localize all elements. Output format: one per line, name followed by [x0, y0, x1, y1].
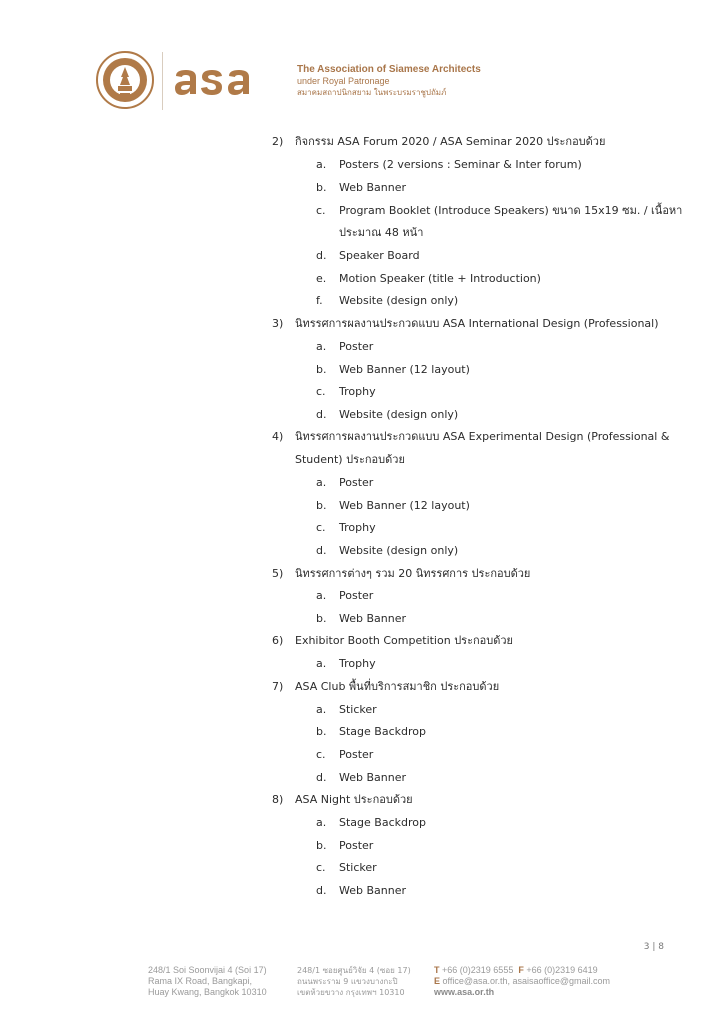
subitem-letter: b. [316, 612, 327, 625]
item-number: 2) [272, 135, 284, 148]
subitem-letter: a. [316, 589, 327, 602]
item-text: นิทรรศการผลงานประกวดแบบ ASA Experimental Design (Professional & [295, 430, 670, 443]
item-number: 7) [272, 680, 284, 693]
subitem-text: Website (design only) [339, 408, 459, 421]
subitem-text: Poster [339, 476, 374, 489]
address-line: 248/1 Soi Soonvijai 4 (Soi 17) [148, 965, 267, 975]
email-address[interactable]: office@asa.or.th, asaisaoffice@gmail.com [442, 976, 611, 986]
address-line: 248/1 ซอยศูนย์วิจัย 4 (ซอย 17) [297, 966, 411, 975]
subitem-text: Web Banner (12 layout) [339, 363, 470, 376]
subitem-text: Web Banner (12 layout) [339, 499, 470, 512]
subitem-text: Stage Backdrop [339, 816, 426, 829]
subitem-letter: a. [316, 657, 327, 670]
letterhead [96, 50, 696, 116]
subitem-text: Sticker [339, 703, 377, 716]
subitem-text: Posters (2 versions : Seminar & Inter forum) [339, 158, 582, 171]
item-text: กิจกรรม ASA Forum 2020 / ASA Seminar 2020 ประกอบด้วย [295, 135, 606, 148]
footer-address-thai [297, 965, 411, 998]
asa-seal-logo [96, 50, 154, 110]
fax-label: F [518, 965, 524, 975]
item-text: ASA Club พื้นที่บริการสมาชิก ประกอบด้วย [295, 680, 500, 693]
subitem-text: Stage Backdrop [339, 725, 426, 738]
item-number: 4) [272, 430, 284, 443]
item-text: ASA Night ประกอบด้วย [295, 793, 413, 806]
org-name-english: The Association of Siamese Architects [297, 64, 481, 75]
subitem-letter: d. [316, 771, 327, 784]
address-line: Huay Kwang, Bangkok 10310 [148, 987, 267, 997]
subitem-text: Poster [339, 748, 374, 761]
item-number: 3) [272, 317, 284, 330]
organization-name-block [297, 64, 597, 98]
subitem-letter: c. [316, 204, 326, 217]
subitem-letter: a. [316, 158, 327, 171]
subitem-letter: a. [316, 476, 327, 489]
item-continuation: Student) ประกอบด้วย [295, 453, 405, 466]
org-subtitle-english: under Royal Patronage [297, 76, 390, 86]
tel-number[interactable]: +66 (0)2319 6555 [442, 965, 514, 975]
subitem-text: Poster [339, 839, 374, 852]
item-text: นิทรรศการผลงานประกวดแบบ ASA International Design (Professional) [295, 317, 659, 330]
phone-fax-line [434, 965, 610, 976]
item-text: Exhibitor Booth Competition ประกอบด้วย [295, 634, 514, 647]
subitem-letter: c. [316, 861, 326, 874]
address-line: เขตห้วยขวาง กรุงเทพฯ 10310 [297, 988, 405, 997]
item-number: 5) [272, 567, 284, 580]
org-name-thai: สมาคมสถาปนิกสยาม ในพระบรมราชูปถัมภ์ [297, 88, 447, 97]
subitem-text: Website (design only) [339, 294, 459, 307]
subitem-letter: a. [316, 816, 327, 829]
address-line: ถนนพระราม 9 แขวงบางกะปิ [297, 977, 398, 986]
item-number: 8) [272, 793, 284, 806]
subitem-text: Trophy [339, 521, 376, 534]
header-divider [162, 52, 163, 110]
subitem-letter: a. [316, 340, 327, 353]
email-label: E [434, 976, 441, 986]
footer-address-english [148, 965, 267, 998]
subitem-letter: d. [316, 408, 327, 421]
subitem-text: Poster [339, 589, 374, 602]
subitem-text: Web Banner [339, 612, 406, 625]
item-number: 6) [272, 634, 284, 647]
website-link[interactable]: www.asa.or.th [434, 987, 495, 997]
subitem-letter: a. [316, 703, 327, 716]
subitem-continuation: ประมาณ 48 หน้า [339, 226, 424, 239]
subitem-letter: c. [316, 385, 326, 398]
subitem-letter: b. [316, 839, 327, 852]
subitem-letter: d. [316, 884, 327, 897]
subitem-letter: b. [316, 363, 327, 376]
subitem-text: Website (design only) [339, 544, 459, 557]
subitem-letter: f. [316, 294, 323, 307]
subitem-letter: c. [316, 521, 326, 534]
subitem-text: Web Banner [339, 771, 406, 784]
tel-label: T [434, 965, 440, 975]
subitem-text: Trophy [339, 657, 376, 670]
page-number: 3 | 8 [643, 942, 664, 952]
asa-wordmark-logo [174, 64, 264, 98]
subitem-text: Web Banner [339, 181, 406, 194]
subitem-letter: e. [316, 272, 327, 285]
fax-number: +66 (0)2319 6419 [526, 965, 598, 975]
subitem-letter: d. [316, 544, 327, 557]
subitem-letter: d. [316, 249, 327, 262]
subitem-text: Speaker Board [339, 249, 420, 262]
subitem-text: Sticker [339, 861, 377, 874]
footer-contact [434, 965, 610, 998]
subitem-text: Trophy [339, 385, 376, 398]
address-line: Rama IX Road, Bangkapi, [148, 976, 253, 986]
item-text: นิทรรศการต่างๆ รวม 20 นิทรรศการ ประกอบด้วย [295, 567, 531, 580]
subitem-letter: c. [316, 748, 326, 761]
subitem-text: Web Banner [339, 884, 406, 897]
subitem-letter: b. [316, 181, 327, 194]
subitem-letter: b. [316, 725, 327, 738]
subitem-letter: b. [316, 499, 327, 512]
subitem-text: Poster [339, 340, 374, 353]
subitem-text: Program Booklet (Introduce Speakers) ขนาด 15x19 ซม. / เนื้อหา [339, 204, 683, 217]
email-line [434, 976, 610, 987]
subitem-text: Motion Speaker (title + Introduction) [339, 272, 541, 285]
